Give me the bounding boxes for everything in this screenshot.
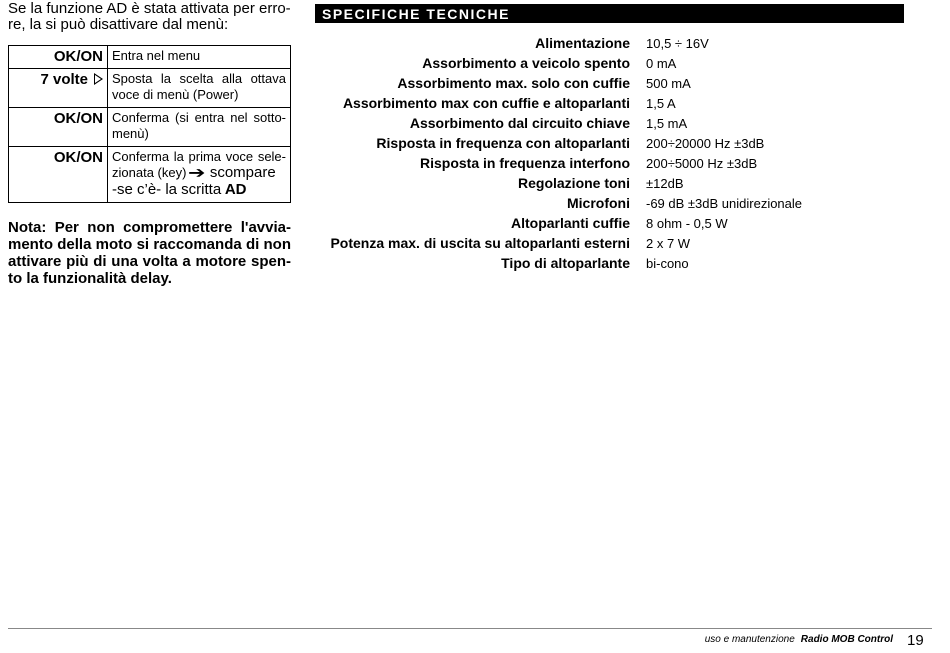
intro-paragraph: Se la funzione AD è stata attivata per erro-re, la si può disattivare dal menù: bbox=[8, 0, 291, 33]
spec-value: 10,5 ÷ 16V bbox=[646, 35, 709, 51]
spec-label: Risposta in frequenza interfono bbox=[419, 155, 630, 171]
specs-list bbox=[315, 33, 915, 273]
spec-row bbox=[315, 253, 915, 273]
spec-value: bi-cono bbox=[646, 255, 689, 271]
step-description-text: -se c’è- la scritta bbox=[112, 181, 222, 198]
spec-row bbox=[315, 93, 915, 113]
footer-section: uso e manutenzione bbox=[704, 634, 795, 645]
spec-row bbox=[315, 113, 915, 133]
spec-row bbox=[315, 133, 915, 153]
spec-value: 2 x 7 W bbox=[646, 235, 691, 251]
spec-value: 8 ohm - 0,5 W bbox=[646, 215, 728, 231]
step-key bbox=[9, 69, 108, 108]
spec-row bbox=[315, 53, 915, 73]
spec-value: 200÷5000 Hz ±3dB bbox=[646, 155, 758, 171]
spec-label: Altoparlanti cuffie bbox=[510, 215, 630, 231]
spec-row bbox=[315, 73, 915, 93]
spec-value: ±12dB bbox=[646, 175, 684, 191]
spec-label: Assorbimento dal circuito chiave bbox=[409, 115, 630, 131]
spec-row bbox=[315, 173, 915, 193]
step-description: Entra nel menu bbox=[108, 46, 291, 69]
spec-label: Tipo di altoparlante bbox=[501, 255, 630, 271]
step-key: OK/ON bbox=[9, 46, 108, 69]
spec-row bbox=[315, 153, 915, 173]
triangle-right-icon bbox=[94, 73, 103, 85]
spec-label: Alimentazione bbox=[535, 35, 630, 51]
spec-label: Assorbimento a veicolo spento bbox=[422, 55, 630, 71]
spec-label: Microfoni bbox=[567, 195, 630, 211]
spec-row bbox=[315, 193, 915, 213]
specs-title: SPECIFICHE TECNICHE bbox=[315, 4, 904, 23]
footer-caption bbox=[705, 634, 893, 645]
footer-divider bbox=[8, 628, 932, 629]
table-row bbox=[9, 46, 291, 69]
spec-value: 200÷20000 Hz ±3dB bbox=[646, 135, 765, 151]
step-description-text: scompare bbox=[209, 164, 276, 181]
footer-product: Radio MOB Control bbox=[800, 634, 893, 645]
spec-row bbox=[315, 213, 915, 233]
step-description bbox=[108, 147, 291, 203]
note-paragraph: Nota: Per non compromettere l'avvia-mento della moto si raccomanda di non attivare più di una volta a motore spen-to la funzionalità delay. bbox=[8, 219, 291, 287]
spec-row bbox=[315, 33, 915, 53]
spec-label: Risposta in frequenza con altoparlanti bbox=[376, 135, 630, 151]
step-key: OK/ON bbox=[9, 147, 108, 203]
table-row bbox=[9, 69, 291, 108]
step-key: OK/ON bbox=[9, 108, 108, 147]
spec-value: 1,5 A bbox=[646, 95, 676, 111]
ad-label: AD bbox=[224, 181, 247, 198]
spec-value: 0 mA bbox=[646, 55, 677, 71]
menu-steps-table bbox=[8, 45, 291, 203]
table-row bbox=[9, 108, 291, 147]
spec-label: Regolazione toni bbox=[518, 175, 630, 191]
page-number: 19 bbox=[907, 632, 924, 649]
spec-value: -69 dB ±3dB unidirezionale bbox=[646, 195, 803, 211]
spec-row bbox=[315, 233, 915, 253]
step-key-label: 7 volte bbox=[40, 71, 88, 88]
step-description-text: Conferma la prima voce sele-zionata (key) bbox=[112, 149, 286, 180]
arrow-right-icon: ➔ bbox=[188, 165, 206, 182]
spec-label: Assorbimento max. solo con cuffie bbox=[397, 75, 630, 91]
spec-value: 500 mA bbox=[646, 75, 691, 91]
step-description: Sposta la scelta alla ottava voce di menù (Power) bbox=[108, 69, 291, 108]
spec-value: 1,5 mA bbox=[646, 115, 688, 131]
spec-label: Potenza max. di uscita su altoparlanti esterni bbox=[330, 235, 630, 251]
step-description: Conferma (si entra nel sotto-menù) bbox=[108, 108, 291, 147]
table-row bbox=[9, 147, 291, 203]
spec-label: Assorbimento max con cuffie e altoparlanti bbox=[342, 95, 630, 111]
